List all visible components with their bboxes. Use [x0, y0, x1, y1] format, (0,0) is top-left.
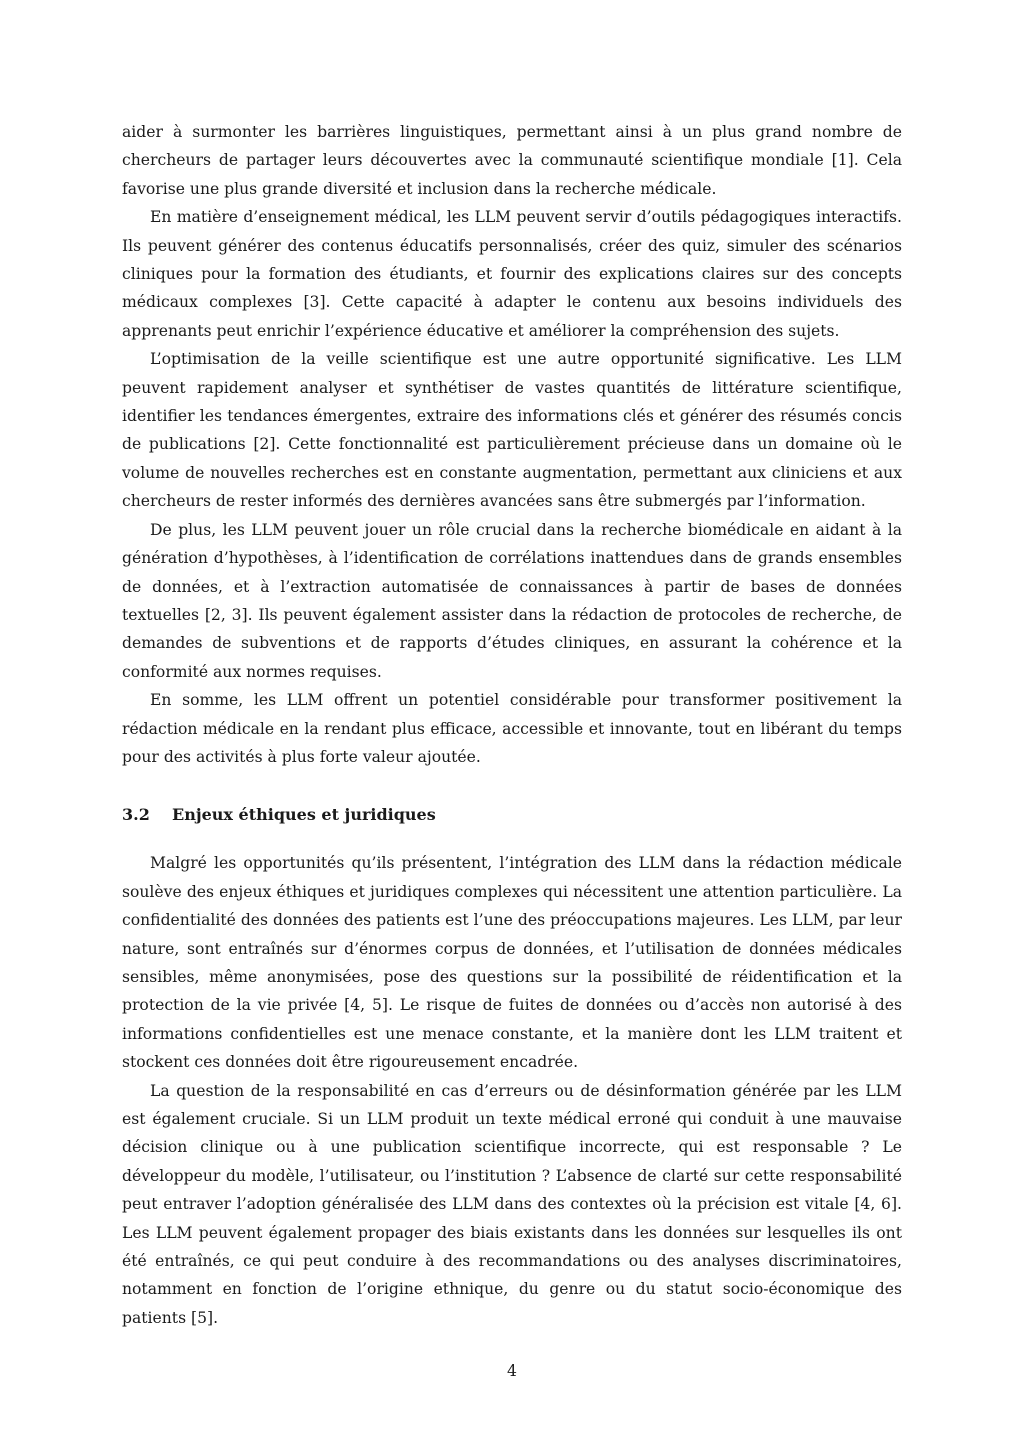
section-title: Enjeux éthiques et juridiques: [172, 805, 436, 825]
document-page: [122, 118, 902, 1332]
page-number: 4: [507, 1362, 517, 1380]
paragraph-biomedical-research: De plus, les LLM peuvent jouer un rôle crucial dans la recherche biomédicale en aidant à la génération d’hypothèses, à l’identification de corrélations inattendues dans de grands ensembles de données, et à l’extraction automatisée de connaissances à partir de bases de données textuelles [2, 3]. Ils peuvent également assister dans la rédaction de protocoles de recherche, de demandes de subventions et de rapports d’études cliniques, en assurant la cohérence et la conformité aux normes requises.: [122, 520, 902, 681]
paragraph-continuation: aider à surmonter les barrières linguistiques, permettant ainsi à un plus grand nombre de chercheurs de partager leurs découvertes avec la communauté scientifique mondiale [1]. Cela favorise une plus grande diversité et inclusion dans la recherche médicale.: [122, 123, 902, 198]
paragraph-medical-education: En matière d’enseignement médical, les LLM peuvent servir d’outils pédagogiques interactifs. Ils peuvent générer des contenus éducatifs personnalisés, créer des quiz, simuler des scénarios cliniques pour la formation des étudiants, et fournir des explications claires sur des concepts médicaux complexes [3]. Cette capacité à adapter le contenu aux besoins individuels des apprenants peut enrichir l’expérience éducative et améliorer la compréhension des sujets.: [122, 208, 902, 340]
paragraph-responsibility: La question de la responsabilité en cas d’erreurs ou de désinformation générée par les LLM est également cruciale. Si un LLM produit un texte médical erroné qui conduit à une mauvaise décision clinique ou à une publication scientifique incorrecte, qui est responsable ? Le développeur du modèle, l’utilisateur, ou l’institution ? L’absence de clarté sur cette responsabilité peut entraver l’adoption généralisée des LLM dans des contextes où la précision est vitale [4, 6]. Les LLM peuvent également propager des biais existants dans les données sur lesquelles ils ont été entraînés, ce qui peut conduire à des recommandations ou des analyses discriminatoires, notamment en fonction de l’origine ethnique, du genre ou du statut socio-économique des patients [5].: [122, 1081, 902, 1327]
paragraph-data-privacy: Malgré les opportunités qu’ils présentent, l’intégration des LLM dans la rédaction médicale soulève des enjeux éthiques et juridiques complexes qui nécessitent une attention particulière. La confidentialité des données des patients est l’une des préoccupations majeures. Les LLM, par leur nature, sont entraînés sur d’énormes corpus de données, et l’utilisation de données médicales sensibles, même anonymisées, pose des questions sur la possibilité de réidentification et la protection de la vie privée [4, 5]. Le risque de fuites de données ou d’accès non autorisé à des informations confidentielles est une menace constante, et la manière dont les LLM traitent et stockent ces données doit être rigoureusement encadrée.: [122, 854, 902, 1072]
section-heading: [122, 801, 902, 829]
section-number: 3.2: [122, 805, 150, 825]
paragraph-scientific-watch: L’optimisation de la veille scientifique est une autre opportunité significative. Les LLM peuvent rapidement analyser et synthétiser de vastes quantités de littérature scientifique, identifier les tendances émergentes, extraire des informations clés et générer des résumés concis de publications [2]. Cette fonctionnalité est particulièrement précieuse dans un domaine où le volume de nouvelles recherches est en constante augmentation, permettant aux cliniciens et aux chercheurs de rester informés des dernières avancées sans être submergés par l’information.: [122, 350, 902, 511]
paragraph-summary: En somme, les LLM offrent un potentiel considérable pour transformer positivement la rédaction médicale en la rendant plus efficace, accessible et innovante, tout en libérant du temps pour des activités à plus forte valeur ajoutée.: [122, 691, 902, 766]
